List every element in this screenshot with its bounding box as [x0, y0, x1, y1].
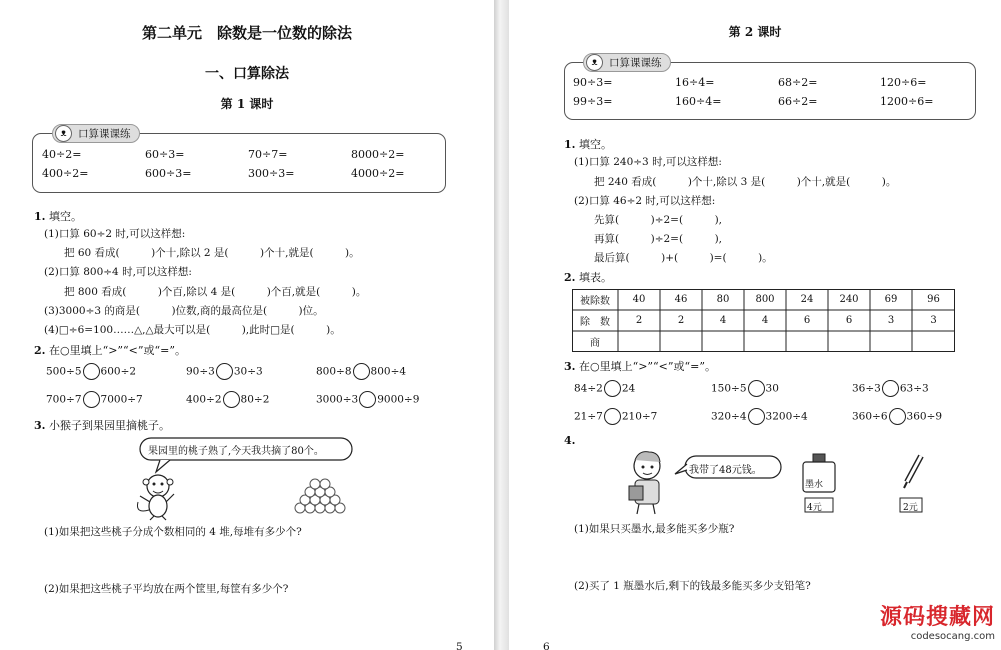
pencil-price: 2元	[903, 503, 918, 513]
q1-line: 把 800 看成( )个百,除以 4 是( )个百,就是( )。	[64, 286, 367, 298]
cat-face-icon: ᴥ	[55, 125, 72, 142]
left-page	[0, 0, 494, 650]
question-3-heading	[34, 417, 170, 433]
question-title: 小猴子到果园里摘桃子。	[48, 419, 170, 432]
oral-item: 90÷3=	[573, 76, 613, 89]
question-number: 1.	[34, 210, 46, 223]
oral-item: 600÷3=	[145, 167, 192, 180]
oral-item: 400÷2=	[42, 167, 89, 180]
question-number: 1.	[564, 138, 576, 151]
compare-item: 800÷8 800÷4	[316, 363, 406, 380]
table-row-label: 除 数	[580, 317, 610, 328]
table-row-label: 被除数	[580, 296, 610, 307]
answer-circle[interactable]	[604, 380, 621, 397]
watermark-url: codesocang.com	[910, 631, 995, 642]
question-number: 3.	[34, 419, 46, 432]
question-number: 3.	[564, 360, 576, 373]
oral-item: 66÷2=	[778, 95, 818, 108]
q1-line: (1)口算 240÷3 时,可以这样想:	[574, 156, 722, 168]
answer-circle[interactable]	[83, 391, 100, 408]
answer-circle[interactable]	[223, 391, 240, 408]
oral-item: 40÷2=	[42, 148, 82, 161]
table-cell-divisor: 3	[887, 315, 895, 326]
oral-practice-tag-label: 口算课课练	[78, 128, 131, 140]
table-cell-dividend: 24	[800, 294, 814, 305]
question-3-heading	[564, 358, 716, 374]
table-cell-divisor: 6	[845, 315, 853, 326]
watermark	[880, 600, 995, 642]
table-cell-divisor: 2	[635, 315, 643, 326]
book-gutter	[494, 0, 509, 650]
table-cell-dividend: 80	[716, 294, 730, 305]
oral-item: 120÷6=	[880, 76, 927, 89]
question-1-heading	[34, 208, 82, 224]
q4-sub1: (1)如果只买墨水,最多能买多少瓶?	[574, 523, 735, 535]
table-cell-divisor: 4	[761, 315, 769, 326]
table-cell-divisor: 3	[930, 315, 937, 326]
watermark-name: 源码搜藏网	[879, 605, 995, 630]
question-number: 2.	[34, 344, 46, 357]
oral-item: 70÷7=	[248, 148, 288, 161]
q3-sub1: (1)如果把这些桃子分成个数相同的 4 堆,每堆有多少个?	[44, 526, 302, 538]
boy-speech: 我带了48元钱。	[689, 465, 762, 476]
q1-line: 再算( )÷2=( ),	[594, 233, 722, 245]
oral-item: 4000÷2=	[351, 167, 405, 180]
oral-item: 16÷4=	[675, 76, 715, 89]
table-cell-divisor: 6	[803, 315, 811, 326]
question-1-heading	[564, 136, 612, 152]
page-number: 6	[543, 641, 550, 650]
table-cell-dividend: 96	[927, 294, 940, 305]
oral-item: 99÷3=	[573, 95, 613, 108]
compare-item: 3000÷3 9000÷9	[316, 391, 419, 408]
monkey-speech: 果园里的桃子熟了,今天我共摘了80个。	[148, 446, 324, 457]
q1-line: (2)口算 46÷2 时,可以这样想:	[574, 195, 716, 207]
q1-line: (2)口算 800÷4 时,可以这样想:	[44, 266, 192, 278]
question-4-number: 4.	[564, 434, 576, 447]
answer-circle[interactable]	[748, 380, 765, 397]
ink-price: 4元	[807, 503, 822, 513]
answer-circle[interactable]	[882, 380, 899, 397]
oral-item: 60÷3=	[145, 148, 185, 161]
compare-item: 90÷3 30÷3	[186, 363, 263, 380]
oral-item: 1200÷6=	[880, 95, 934, 108]
peach-pile-icon	[295, 479, 345, 513]
right-page	[509, 0, 1001, 650]
boy-icon	[629, 452, 660, 514]
oral-practice-tag	[583, 53, 671, 72]
q1-line: 最后算( )+( )=( )。	[594, 252, 773, 264]
compare-item: 400÷2 80÷2	[186, 391, 269, 408]
question-2-heading	[34, 342, 186, 358]
table-cell-dividend: 40	[632, 294, 646, 305]
compare-item: 500÷5 600÷2	[46, 363, 136, 380]
compare-item: 21÷7 210÷7	[574, 408, 657, 425]
question-number: 2.	[564, 271, 576, 284]
compare-item: 36÷3 63÷3	[852, 380, 929, 397]
question-title: 填表。	[578, 271, 612, 284]
answer-circle[interactable]	[359, 391, 376, 408]
table-cell-divisor: 2	[677, 315, 685, 326]
q1-line: 把 60 看成( )个十,除以 2 是( )个十,就是( )。	[64, 247, 360, 259]
compare-item: 150÷5 30	[711, 380, 779, 397]
q4-sub2: (2)买了 1 瓶墨水后,剩下的钱最多能买多少支铅笔?	[574, 580, 811, 592]
lesson-title: 第 1 课时	[220, 97, 274, 111]
compare-item: 360÷6 360÷9	[852, 408, 942, 425]
answer-circle[interactable]	[748, 408, 765, 425]
unit-title: 第二单元 除数是一位数的除法	[141, 24, 352, 42]
oral-practice-tag	[52, 124, 140, 143]
oral-item: 160÷4=	[675, 95, 722, 108]
q1-line: 先算( )÷2=( ),	[594, 214, 722, 226]
q1-line: (4)□÷6=100……△,△最大可以是( ),此时□是( )。	[44, 324, 341, 336]
question-title: 在○里填上“>”“<”或“=”。	[578, 360, 716, 373]
compare-item: 700÷7 7000÷7	[46, 391, 143, 408]
oral-practice-tag-label: 口算课课练	[609, 57, 662, 69]
cat-face-icon: ᴥ	[586, 54, 603, 71]
oral-item: 68÷2=	[778, 76, 818, 89]
compare-item: 84÷2 24	[574, 380, 635, 397]
table-row-label: 商	[590, 338, 600, 349]
oral-item: 8000÷2=	[351, 148, 405, 161]
q3-sub2: (2)如果把这些桃子平均放在两个筐里,每筐有多少个?	[44, 583, 289, 595]
table-cell-dividend: 46	[674, 294, 688, 305]
answer-circle[interactable]	[83, 363, 100, 380]
table-cell-dividend: 69	[884, 294, 898, 305]
ink-label: 墨水	[805, 480, 824, 490]
lesson-title: 第 2 课时	[728, 25, 782, 39]
answer-circle[interactable]	[353, 363, 370, 380]
oral-item: 300÷3=	[248, 167, 295, 180]
q1-line: 把 240 看成( )个十,除以 3 是( )个十,就是( )。	[594, 176, 897, 188]
shopping-illustration	[627, 448, 927, 518]
question-title: 在○里填上“>”“<”或“=”。	[48, 344, 186, 357]
table-cell-dividend: 240	[839, 294, 859, 305]
question-title: 填空。	[578, 138, 612, 151]
answer-circle[interactable]	[889, 408, 906, 425]
compare-item: 320÷4 3200÷4	[711, 408, 808, 425]
table-cell-divisor: 4	[719, 315, 727, 326]
table-cell-dividend: 800	[755, 294, 775, 305]
section-title: 一、口算除法	[205, 66, 289, 82]
q1-line: (3)3000÷3 的商是( )位数,商的最高位是( )位。	[44, 305, 324, 317]
answer-circle[interactable]	[216, 363, 233, 380]
question-2-heading	[564, 269, 612, 285]
page-number: 5	[456, 641, 463, 650]
answer-circle[interactable]	[604, 408, 621, 425]
q1-line: (1)口算 60÷2 时,可以这样想:	[44, 228, 186, 240]
question-title: 填空。	[48, 210, 82, 223]
